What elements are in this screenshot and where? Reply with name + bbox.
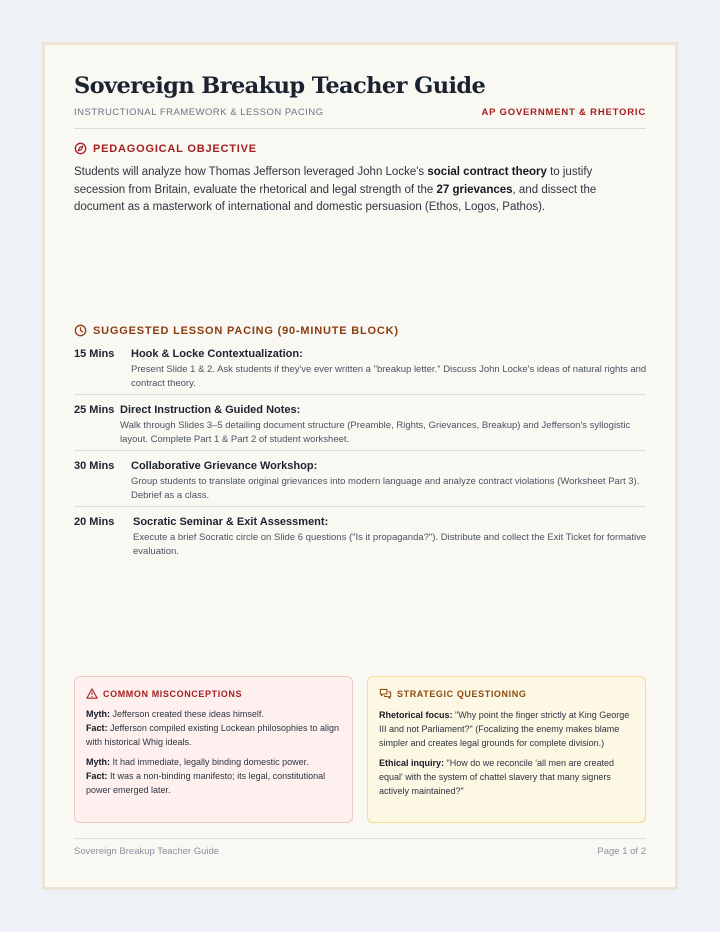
pacing-row [74,404,646,451]
pacing-title: Socratic Seminar & Exit Assessment: [133,516,329,528]
objective-bold-term: social contract theory [427,166,547,178]
pacing-title: Hook & Locke Contextualization: [131,348,303,360]
objective-heading-text: PEDAGOGICAL OBJECTIVE [93,142,257,155]
compass-icon [74,142,87,155]
myth-text: It had immediate, legally binding domestic power. [110,757,309,767]
myth-line [86,707,341,721]
question-text: "How do we reconcile 'all men are created equal' with the system of chattel slavery that many signers actively maintained?" [379,758,615,796]
fact-line [86,769,341,797]
fact-text: Jefferson compiled existing Lockean philosophies to align with historical Whig ideals. [86,723,339,747]
myth-line [86,755,341,769]
strategic-questioning-card [367,676,646,823]
question-text: "Why point the finger strictly at King George III and not Parliament?" (Focalizing the enemy makes blame simpler and creates legal grounds for complete division.) [379,710,630,748]
question-label: Rhetorical focus: [379,710,453,720]
pacing-title: Direct Instruction & Guided Notes: [120,404,301,416]
fact-label: Fact: [86,723,108,733]
pacing-duration: 20 Mins [74,516,115,528]
question-label: Ethical inquiry: [379,758,445,768]
page-number: Page 1 of 2 [597,846,646,857]
objective-text-part: , and dissect the document as a masterwork of international and domestic persuasion (Ethos, Logos, Pathos). [74,183,597,213]
footer-divider [74,838,646,839]
misconceptions-card [74,676,353,823]
pacing-description: Execute a brief Socratic circle on Slide 6 questions ("Is it propaganda?"). Distribute and collect the Exit Ticket for formative evaluation. [133,532,647,557]
strategic-heading-text: STRATEGIC QUESTIONING [397,689,527,699]
objective-heading [74,142,257,155]
fact-label: Fact: [86,771,108,781]
pacing-heading-text: SUGGESTED LESSON PACING (90-MINUTE BLOCK) [93,324,399,337]
pacing-row [74,516,646,562]
myth-label: Myth: [86,757,110,767]
misconceptions-heading-text: COMMON MISCONCEPTIONS [103,688,243,699]
fact-line [86,721,341,749]
warning-triangle-icon [86,688,98,699]
pacing-row [74,460,646,507]
strategic-question [379,708,634,750]
pacing-row [74,348,646,395]
pacing-duration: 25 Mins [74,404,115,416]
pacing-description: Group students to translate original grievances into modern language and analyze contract violations (Worksheet Part 3). Debrief as a class. [131,476,640,501]
pacing-heading [74,324,399,337]
speech-bubbles-icon [379,688,392,700]
course-label: AP GOVERNMENT & RHETORIC [481,107,646,118]
myth-label: Myth: [86,709,110,719]
myth-text: Jefferson created these ideas himself. [110,709,264,719]
footer-title: Sovereign Breakup Teacher Guide [74,846,220,857]
page-subtitle: INSTRUCTIONAL FRAMEWORK & LESSON PACING [74,107,324,118]
objective-text [74,164,644,217]
objective-text-part: to justify secession from Britain, evaluate the rhetorical and legal strength of the [74,166,593,196]
pacing-duration: 30 Mins [74,460,115,472]
clock-icon [74,324,87,337]
fact-text: It was a non-binding manifesto; its legal, constitutional power emerged later. [86,771,326,795]
strategic-heading [379,688,634,700]
document-page [42,42,678,890]
pacing-duration: 15 Mins [74,348,115,360]
page-title: Sovereign Breakup Teacher Guide [74,73,486,99]
objective-text-part: Students will analyze how Thomas Jefferson leveraged John Locke's [74,166,428,178]
misconceptions-heading [86,688,341,699]
pacing-description: Walk through Slides 3–5 detailing document structure (Preamble, Rights, Grievances, Breakup) and Jefferson's syllogistic layout. Complete Part 1 & Part 2 of student worksheet. [120,420,631,445]
header-divider [74,128,646,129]
strategic-question [379,756,634,798]
pacing-description: Present Slide 1 & 2. Ask students if they've ever written a "breakup letter." Discuss John Locke's ideas of natural rights and contract theory. [131,364,647,389]
objective-bold-term: 27 grievances [436,183,513,196]
pacing-title: Collaborative Grievance Workshop: [131,460,318,472]
